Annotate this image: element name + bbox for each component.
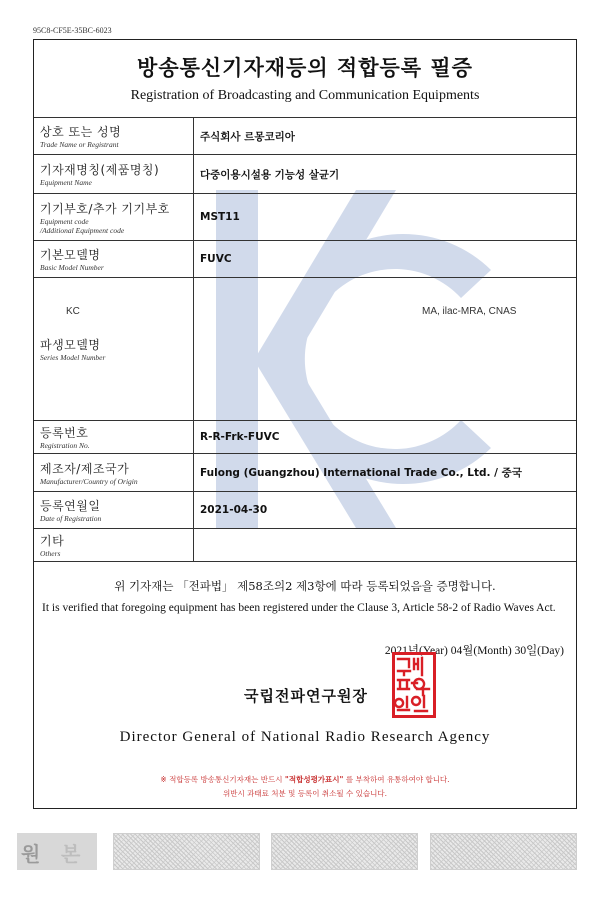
statement-english: It is verified that foregoing equipment has been registered under the Clause 3, Article 58-2 of Radio Waves Act.	[42, 602, 556, 614]
security-pattern-strip	[271, 833, 418, 870]
label-korean: 상호 또는 성명	[40, 125, 122, 139]
original-stamp-glyph: 원	[21, 842, 41, 866]
title-english: Registration of Broadcasting and Communication Equipments	[130, 88, 480, 103]
label-korean: 기자재명칭(제품명칭)	[40, 163, 160, 177]
series-tag-accreditation: MA, ilac-MRA, CNAS	[422, 306, 517, 317]
row-series-model	[34, 278, 576, 421]
label-korean: 기기부호/추가 기기부호	[40, 201, 170, 216]
row-registration-date	[34, 492, 576, 529]
title-korean: 방송통신기자재등의 적합등록 필증	[137, 55, 473, 80]
label-english: Date of Registration	[40, 514, 102, 523]
label-korean: 등록연월일	[40, 499, 101, 513]
row-trade-name	[34, 118, 576, 155]
label-english-2: /Additional Equipment code	[40, 225, 125, 235]
value-trade-name: 주식회사 르몽코리아	[194, 118, 577, 155]
row-equipment-name	[34, 155, 576, 194]
registration-table	[34, 117, 576, 562]
row-registration-no	[34, 421, 576, 454]
value-manufacturer: Fulong (Guangzhou) International Trade Co., Ltd. / 중국	[194, 454, 577, 492]
series-tag-kc: KC	[66, 306, 80, 317]
value-registration-date: 2021-04-30	[194, 492, 577, 529]
label-english: Basic Model Number	[40, 263, 104, 272]
label-korean: 제조자/제조국가	[40, 461, 130, 476]
document-id: 95C8-CF5E-35BC-6023	[33, 26, 112, 35]
official-seal	[392, 652, 436, 718]
seal-glyphs	[395, 655, 433, 715]
row-equipment-code	[34, 194, 576, 241]
label-english: Others	[40, 549, 61, 558]
label-korean: 기타	[40, 534, 65, 548]
row-manufacturer	[34, 454, 576, 492]
label-english: Registration No.	[40, 441, 90, 450]
row-basic-model	[34, 241, 576, 278]
director-title-english: Director General of National Radio Research Agency	[119, 729, 491, 745]
value-series-model	[194, 278, 577, 421]
original-stamp-glyph: 본	[61, 842, 81, 866]
value-equipment-name: 다중이용시설용 기능성 살균기	[194, 155, 577, 194]
notice-emphasis: "적합성평가표시"	[284, 775, 344, 784]
notice	[34, 773, 576, 801]
notice-line-2: 위반시 과태료 처분 및 등록이 취소될 수 있습니다.	[223, 789, 387, 798]
certificate-frame	[33, 39, 577, 809]
director-title-korean: 국립전파연구원장	[244, 687, 368, 705]
row-others	[34, 529, 576, 562]
label-korean: 파생모델명	[40, 338, 101, 352]
notice-line-1: ※ 적합등록 방송통신기자재는 반드시 "적합성평가표시" 를 부착하여 유통하여야 합니다.	[160, 775, 450, 784]
label-english: Equipment code	[40, 216, 89, 226]
security-pattern-strip	[113, 833, 260, 870]
value-registration-no: R-R-Frk-FUVC	[194, 421, 577, 454]
security-pattern-strip	[430, 833, 577, 870]
value-others	[194, 529, 577, 562]
issue-date: 2021년(Year) 04월(Month) 30일(Day)	[384, 645, 564, 657]
label-english: Equipment Name	[40, 178, 92, 187]
label-english: Trade Name or Registrant	[40, 140, 119, 149]
value-equipment-code: MST11	[194, 194, 577, 241]
label-korean: 기본모델명	[40, 248, 101, 262]
label-english: Manufacturer/Country of Origin	[40, 476, 138, 486]
label-korean: 등록번호	[40, 426, 89, 440]
value-basic-model: FUVC	[194, 241, 577, 278]
statement-korean: 위 기자재는 「전파법」 제58조의2 제3항에 따라 등록되었음을 증명합니다.	[114, 579, 496, 593]
label-english: Series Model Number	[40, 353, 106, 362]
original-copy-stamp	[17, 833, 97, 870]
